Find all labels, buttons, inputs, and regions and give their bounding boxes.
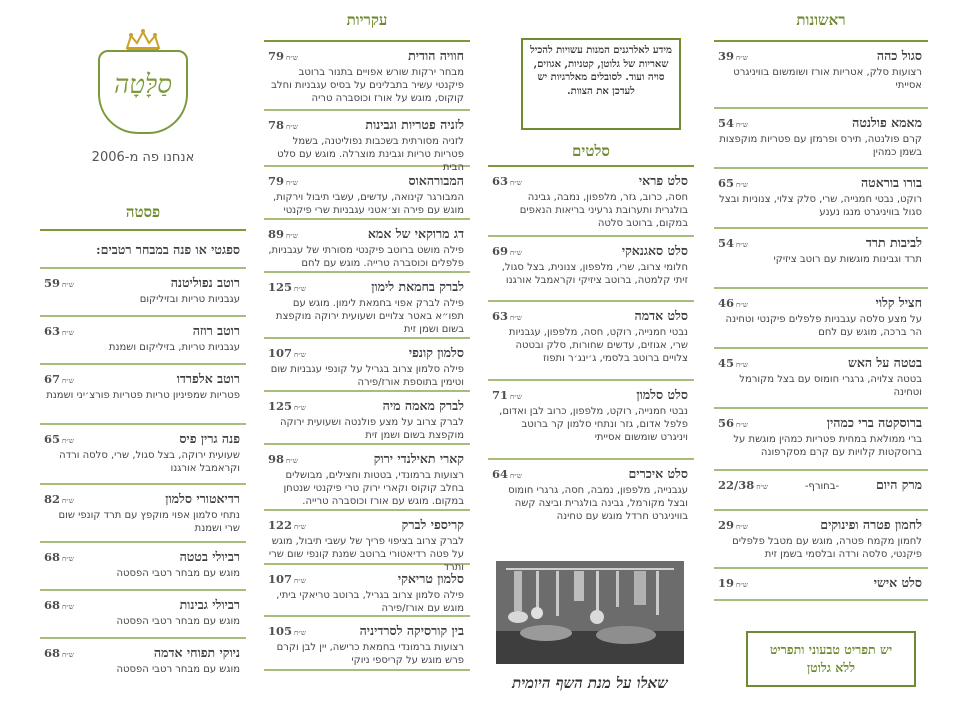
dish-description: לברק צרוב בציפוי פריך של עשבי תיבול, מוגש על פטה רדיאטורי ברוטב שמנת קונפי שום שרי ותרד	[268, 536, 464, 573]
dish-price	[268, 49, 298, 63]
currency-label: ש״ח	[510, 179, 522, 187]
currency-label: ש״ח	[286, 457, 298, 465]
mains-title: עקריות	[346, 10, 388, 29]
dish-name: רוטב נפוליטנה	[170, 275, 240, 290]
chef-special-caption: שאלו על מנת השף היומית	[512, 674, 668, 692]
dish-name: קריספי לברק	[401, 517, 464, 532]
menu-item	[40, 543, 246, 591]
price-value: 68	[44, 550, 61, 564]
dish-price	[718, 356, 748, 370]
dish-name: מאמא פולנטה	[852, 115, 922, 130]
currency-label: ש״ח	[510, 249, 522, 257]
currency-label: ש״ח	[62, 437, 74, 445]
dish-description: קרם פולנטה, תירס ופרמזן עם פטריות מוקפצות בשמן כמהין	[719, 134, 922, 158]
dish-description: לחמון מקמח פטרה, מוגש עם מטבל פלפלים פיקנטי, סלסה ורדה ובלסמי בשמן זית	[732, 536, 922, 560]
menu-item	[264, 111, 470, 173]
currency-label: ש״ח	[736, 181, 748, 189]
currency-label: ש״ח	[62, 329, 74, 337]
price-value: 89	[268, 227, 285, 241]
dish-price	[44, 492, 74, 506]
currency-label: ש״ח	[294, 351, 306, 359]
dish-price	[44, 276, 74, 290]
dish-name: בין קורסיקה לסרדיניה	[359, 623, 464, 638]
dish-description: נבטי חמנייה, רוקט, חסה, מלפפון, עגבניות שרי, אגוזים, עדשים שחורות, סלק ובטטה צלויים ברוטב בלסמי, ג׳ינג׳ר ותפוז	[508, 327, 688, 364]
dish-description: לברק צרוב על מצע פולנטה ושעועית ירוקה מוקפצת בשום ושמן זית	[279, 417, 464, 441]
dish-description: מבחר ירקות שורש אפויים בתנור ברוטב פיקנטי עשיר בתבלינים על בסיס עגבניות וחלב קוקוס, מוגש על אורז וכוסברה טריה	[271, 67, 464, 104]
dish-name: רוטב רוזה	[192, 323, 240, 338]
currency-label: ש״ח	[294, 285, 306, 293]
dish-price	[492, 309, 522, 323]
currency-label: ש״ח	[62, 555, 74, 563]
dish-name: ניוקי תפוחי אדמה	[153, 645, 240, 660]
menu-item	[40, 425, 246, 485]
dish-price	[268, 280, 306, 294]
dish-description: לזניה מסורתית בשכבות נפוליטנה, בשמל פטריות טריות וגבינת מוצרלה. מוגש עם סלט הבית	[277, 136, 464, 173]
menu-item	[714, 569, 928, 601]
menu-item	[264, 220, 470, 273]
dish-description: -בחורף-	[804, 481, 840, 492]
price-value: 63	[492, 309, 509, 323]
dish-price	[44, 372, 74, 386]
pasta-column	[40, 195, 246, 715]
menu-item	[40, 485, 246, 543]
currency-label: ש״ח	[294, 523, 306, 531]
dish-name: מרק היום	[875, 477, 922, 492]
dish-price	[268, 399, 306, 413]
dish-name: רוטב אלפרדו	[176, 371, 240, 386]
dish-name: סלט אדמה	[634, 308, 688, 323]
dish-description: פילה לברק אפוי בחמאת לימון. מוגש עם תפו״א באטר צלויים ושעועית ירוקה מוקפצת בשום ושמן זית	[275, 298, 464, 335]
dish-name: פנה גרין פיס	[179, 431, 240, 446]
price-value: 65	[44, 432, 61, 446]
dish-description: רצועות סלק, אטריות אורז ושומשום בוויניגרט אסייתי	[733, 67, 922, 91]
currency-label: ש״ח	[62, 651, 74, 659]
pasta-title: פסטה	[125, 202, 161, 221]
price-value: 105	[268, 624, 293, 638]
dish-description: תרד וגבינות מוגשות עם רוטב ציזיקי	[773, 254, 922, 265]
dish-description: שעועית ירוקה, בצל סגול, שרי, סלסה ורדה וקראמבל אורגנו	[59, 450, 240, 474]
dish-description: פילה סלמון צרוב בגריל על קונפי עגבניות שום וטימין בתוספת אורז/פירה	[270, 364, 464, 388]
dish-description: בטטה צלויה, גרגרי חומוס עם בצל מקורמל וטחינה	[739, 374, 922, 398]
dish-name: סלט פראי	[638, 173, 688, 188]
price-value: 64	[492, 467, 509, 481]
dish-price	[44, 550, 74, 564]
price-value: 79	[268, 49, 285, 63]
currency-label: ש״ח	[736, 421, 748, 429]
menu-item	[264, 42, 470, 111]
dish-name: רביולי בטטה	[179, 549, 240, 564]
dish-description: נבטי חמנייה, רוקט, מלפפון, כרוב לבן ואדום, פלפל אדום, גזר ונתחי סלמון קר ברוטב ויניגרט שומשום אסייתי	[499, 406, 688, 443]
menu-item	[40, 317, 246, 365]
menu-item	[714, 229, 928, 289]
dish-description: מוגש עם מבחר רטבי הפסטה	[116, 616, 240, 627]
dish-name: סלט סלמון	[636, 387, 688, 402]
menu-item	[714, 349, 928, 409]
dish-name: חציל קלוי	[875, 295, 922, 310]
salads-title: סלטים	[572, 141, 610, 160]
pasta-intro	[40, 231, 246, 269]
price-value: 56	[718, 416, 735, 430]
price-value: 67	[44, 372, 61, 386]
price-value: 68	[44, 598, 61, 612]
menu-item	[488, 302, 694, 381]
currency-label: ש״ח	[736, 301, 748, 309]
menu-item	[714, 511, 928, 569]
price-value: 46	[718, 296, 735, 310]
price-value: 22/38	[718, 478, 755, 492]
currency-label: ש״ח	[736, 581, 748, 589]
menu-item	[714, 42, 928, 109]
currency-label: ש״ח	[756, 483, 768, 491]
dish-price	[268, 174, 298, 188]
currency-label: ש״ח	[510, 472, 522, 480]
mains-column	[264, 0, 470, 721]
currency-label: ש״ח	[286, 54, 298, 62]
menu-item	[264, 392, 470, 445]
currency-label: ש״ח	[510, 393, 522, 401]
dish-price	[268, 452, 298, 466]
menu-item	[488, 167, 694, 237]
dish-description: עגבנייה, מלפפון, נמבה, חסה, גרגרי חומוס ובצל מקורמל, גבינה בולגרית וביצה קשה בוויניגרט חרדל מוגש עם טחינה	[508, 485, 688, 522]
price-value: 45	[718, 356, 735, 370]
currency-label: ש״ח	[62, 603, 74, 611]
menu-item	[40, 639, 246, 685]
price-value: 122	[268, 518, 293, 532]
currency-label: ש״ח	[62, 377, 74, 385]
firsts-list	[714, 42, 928, 601]
price-value: 71	[492, 388, 509, 402]
dish-price	[268, 118, 298, 132]
allergy-text: מידע לאלרגנים המנות עשויות להכיל שאריות של גלוטן, קטניות, אגוזים, סויה ועוד. לסובלים מאלרגיות יש לעדכן את הצוות.	[530, 45, 672, 97]
menu-item	[488, 237, 694, 302]
dish-description: רצועות ברמונדי, בטטות וחצילים, מבושלים בחלב קוקוס וקארי ירוק טרי פיקנטי שנטחן במקום. מוגש עם אורז וכוסברה טרייה.	[283, 470, 464, 507]
dish-name: לברק מאמה מיה	[382, 398, 464, 413]
price-value: 63	[492, 174, 509, 188]
firsts-column	[714, 0, 928, 721]
currency-label: ש״ח	[736, 523, 748, 531]
price-value: 54	[718, 236, 735, 250]
dish-name: דג מרוקאי של אמא	[367, 226, 464, 241]
dish-name: סלט איכרים	[628, 466, 688, 481]
logo-text: סַלָּטָה	[114, 70, 172, 100]
dish-name: בטטה על האש	[847, 355, 922, 370]
dish-price	[268, 518, 306, 532]
dish-name: סלמון קונפי	[408, 345, 464, 360]
dish-price	[492, 174, 522, 188]
dish-name: המבורהאוס	[408, 173, 464, 188]
price-value: 65	[718, 176, 735, 190]
price-value: 39	[718, 49, 735, 63]
price-value: 79	[268, 174, 285, 188]
dish-name: רדיאטורי סלמון	[165, 491, 240, 506]
dish-description: פילה סלמון צרוב בגריל, ברוטב טריאקי ביתי, מוגש עם אורז/פירה	[276, 590, 464, 614]
price-value: 125	[268, 280, 293, 294]
menu-item	[264, 565, 470, 617]
currency-label: ש״ח	[62, 281, 74, 289]
dish-name: לברק בחמאת לימון	[371, 279, 464, 294]
menu-item	[488, 381, 694, 460]
dish-description: פטריות שמפיניון טריות פטריות פורצ׳יני ושמנת	[46, 390, 240, 401]
price-value: 98	[268, 452, 285, 466]
price-value: 125	[268, 399, 293, 413]
menu-item	[40, 591, 246, 639]
menu-item	[264, 511, 470, 573]
dish-price	[44, 324, 74, 338]
price-value: 82	[44, 492, 61, 506]
dish-price	[268, 572, 306, 586]
dish-description: על מצע סלסה עגבניות פלפלים פיקנטי וטחינה הר ברכה, מוגש עם לחם	[725, 314, 922, 338]
dish-name: לזניה פטריות וגבינות	[365, 117, 464, 132]
menu-item	[264, 167, 470, 220]
dish-price	[268, 227, 298, 241]
currency-label: ש״ח	[286, 232, 298, 240]
menu-item	[714, 471, 928, 511]
currency-label: ש״ח	[286, 123, 298, 131]
menu-item	[264, 273, 470, 339]
menu-item	[714, 169, 928, 229]
dish-price	[718, 518, 748, 532]
price-value: 107	[268, 346, 293, 360]
dish-name: קארי תאילנדי ירוק	[373, 451, 464, 466]
price-value: 19	[718, 576, 735, 590]
dish-name: סלט אישי	[873, 575, 922, 590]
price-value: 68	[44, 646, 61, 660]
currency-label: ש״ח	[62, 497, 74, 505]
price-value: 63	[44, 324, 61, 338]
dish-description: עגבניות טריות ובזיליקום	[139, 294, 240, 305]
price-value: 59	[44, 276, 61, 290]
dish-price	[44, 646, 74, 660]
price-value: 107	[268, 572, 293, 586]
dish-price	[718, 576, 748, 590]
dish-description: המבורגר קינואה, עדשים, עשבי תיבול וירקות, מוגש עם פירה וצ׳אטני עגבניות שרי פיקנטי	[273, 192, 464, 216]
dish-description: רוקט, נבטי חמנייה, שרי, סלק צלוי, צנוניות ובצל סגול בוויניגרט מנגו נענע	[719, 194, 922, 218]
dish-price	[718, 478, 768, 492]
dish-name: ברוסקטה ברי כמהין	[826, 415, 922, 430]
menu-item	[40, 269, 246, 317]
menu-item	[714, 409, 928, 471]
note-text: יש תפריט טבעוני ותפריט ללא גלוטן	[769, 642, 893, 675]
kitchen-utensils-icon	[496, 561, 684, 664]
dish-name: בורו בוראטה	[860, 175, 922, 190]
dish-name: סגול כהה	[876, 48, 922, 63]
currency-label: ש״ח	[294, 629, 306, 637]
dish-price	[492, 467, 522, 481]
dish-price	[718, 236, 748, 250]
kitchen-photo	[496, 561, 684, 664]
dish-name: חוויה הודית	[408, 48, 464, 63]
dish-price	[492, 388, 522, 402]
dish-name: רביולי גבינות	[179, 597, 240, 612]
menu-item	[714, 289, 928, 349]
dish-description: מוגש עם מבחר רטבי הפסטה	[116, 664, 240, 675]
dish-price	[718, 416, 748, 430]
vegan-gluten-free-note	[746, 631, 916, 687]
currency-label: ש״ח	[736, 241, 748, 249]
dish-name: סלט סאגנאקי	[621, 243, 688, 258]
menu-item	[714, 109, 928, 169]
dish-price	[492, 244, 522, 258]
dish-name: סלמון טריאקי	[397, 571, 464, 586]
dish-price	[268, 624, 306, 638]
dish-name: לביבות תרד	[865, 235, 922, 250]
pasta-intro-text: ספגטי או פנה במבחר רטבים:	[96, 242, 240, 257]
dish-price	[718, 296, 748, 310]
currency-label: ש״ח	[736, 121, 748, 129]
dish-description: רצועות ברמונדי בחמאת כרישה, יין לבן וקרם פרש מוגש על קריספי ניוקי	[276, 642, 464, 666]
firsts-title: ראשונות	[796, 10, 846, 29]
dish-price	[44, 598, 74, 612]
menu-item	[488, 460, 694, 535]
menu-item	[264, 617, 470, 671]
currency-label: ש״ח	[294, 404, 306, 412]
price-value: 69	[492, 244, 509, 258]
dish-name: לחמון פטרה ופינוקים	[820, 517, 922, 532]
dish-description: נתחי סלמון אפוי מוקפץ עם תרד קונפי שום שרי ושמנת	[58, 510, 240, 534]
dish-description: עגבניות טריות, בזיליקום ושמנת	[108, 342, 240, 353]
price-value: 29	[718, 518, 735, 532]
dish-price	[718, 116, 748, 130]
logo-area	[40, 0, 246, 180]
price-value: 54	[718, 116, 735, 130]
currency-label: ש״ח	[510, 314, 522, 322]
crown-icon	[123, 28, 163, 52]
dish-description: מוגש עם מבחר רטבי הפסטה	[116, 568, 240, 579]
dish-price	[718, 176, 748, 190]
currency-label: ש״ח	[736, 54, 748, 62]
menu-item	[40, 365, 246, 425]
menu-item	[264, 445, 470, 511]
currency-label: ש״ח	[286, 179, 298, 187]
currency-label: ש״ח	[736, 361, 748, 369]
dish-description: ברי ממולאת במחית פטריות כמהין מוגשת על ברוסקטות קלויות עם קרם מסקרפונה	[733, 434, 922, 458]
dish-description: פילה מושט ברוטב פיקנטי מסורתי של עגבניות, פלפלים וכוסברה טרייה. מוגש עם לחם	[268, 245, 464, 269]
tagline: אנחנו פה מ-2006	[91, 150, 195, 165]
dish-price	[718, 49, 748, 63]
dish-price	[268, 346, 306, 360]
dish-description: חסה, כרוב, גזר, מלפפון, נמבה, גבינה בולגרית ותערובת גרעיני בריאות הנאפים במקום, ברוטב סלטה	[519, 192, 688, 229]
currency-label: ש״ח	[294, 577, 306, 585]
dish-price	[44, 432, 74, 446]
menu-item	[264, 339, 470, 392]
price-value: 78	[268, 118, 285, 132]
dish-description: חלומי צרוב, שרי, מלפפון, צנונית, בצל סגול, זיתי קלמטה, ברוטב ציזיקי וקראמבל אורגנו	[501, 262, 688, 286]
